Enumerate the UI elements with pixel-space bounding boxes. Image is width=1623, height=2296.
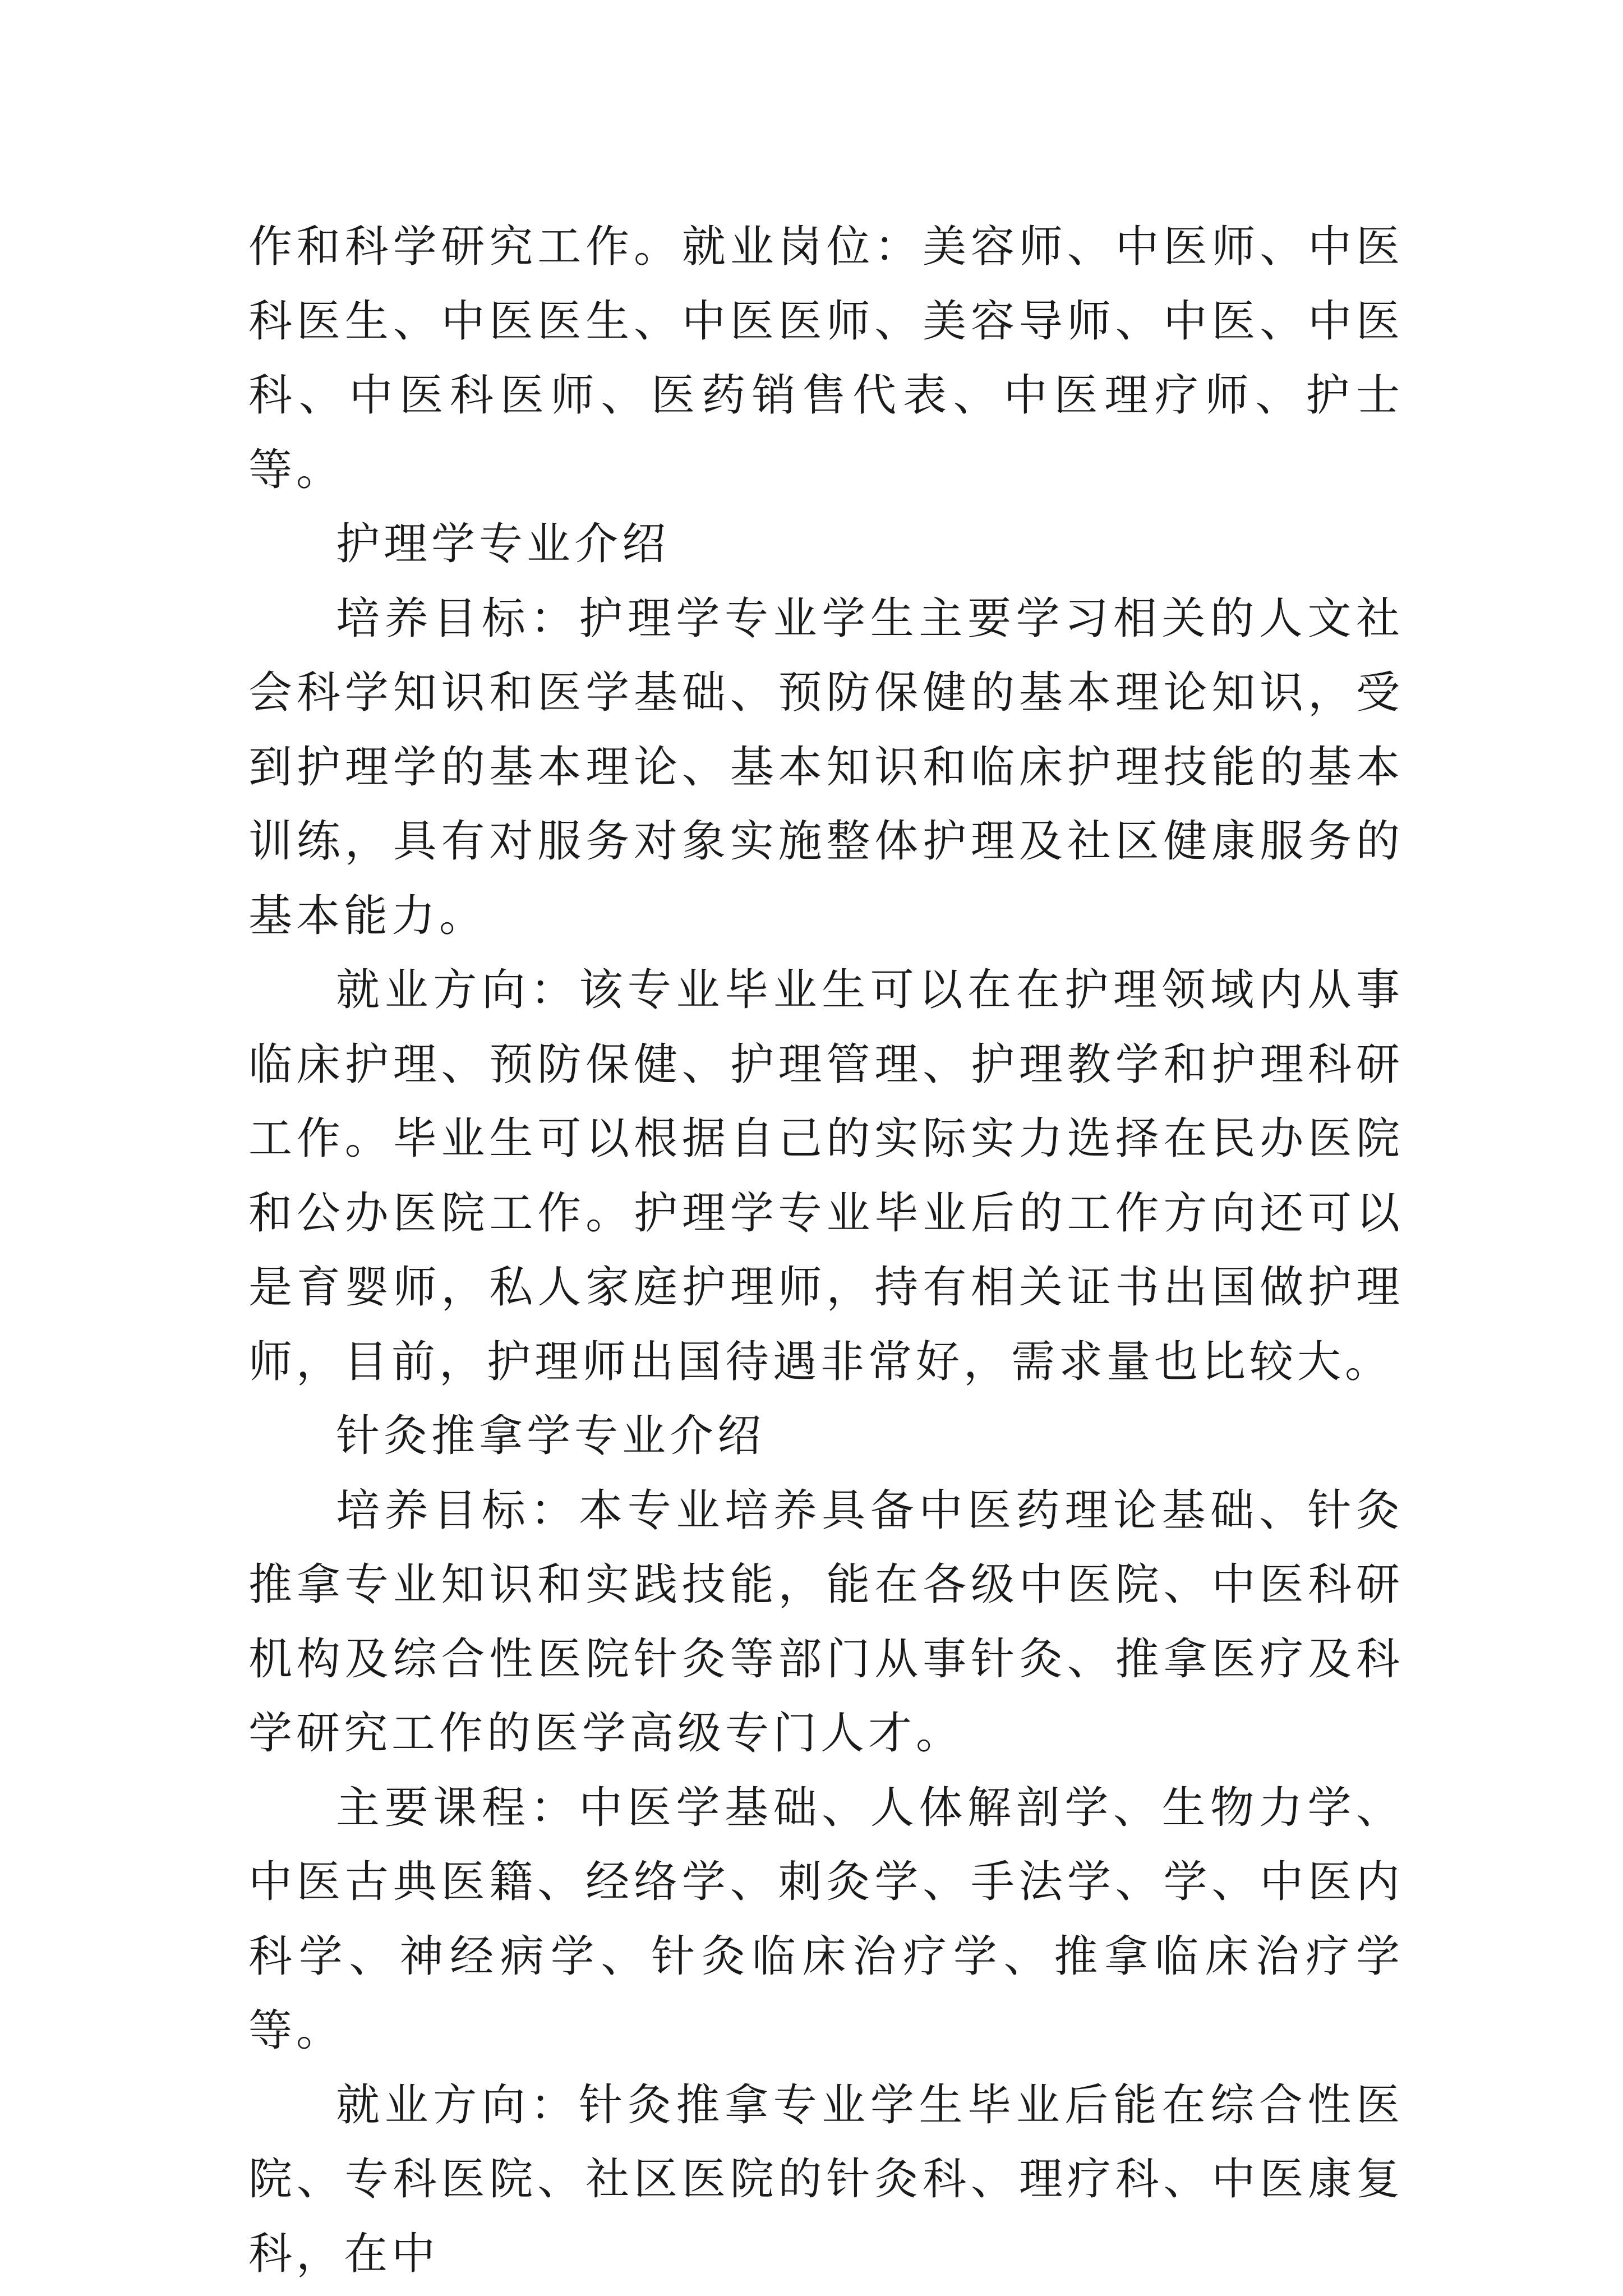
heading-acupuncture-major: 针灸推拿学专业介绍: [336, 1411, 766, 1461]
paragraph-nursing-employment: 就业方向：该专业毕业生可以在在护理领域内从事临床护理、预防保健、护理管理、护理教学和护理科研工作。毕业生可以根据自己的实际实力选择在民办医院和公办医院工作。护理学专业毕业后的工作方向还可以是育婴师，私人家庭护理师，持有相关证书出国做护理师，目前，护理师出国待遇非常好，需求量也比较大。: [248, 965, 1404, 1387]
paragraph-acupuncture-training-goal: 培养目标：本专业培养具备中医药理论基础、针灸推拿专业知识和实践技能，能在各级中医院、中医科研机构及综合性医院针灸等部门从事针灸、推拿医疗及科学研究工作的医学高级专门人才。: [248, 1485, 1404, 1759]
paragraph-acupuncture-main-courses: 主要课程：中医学基础、人体解剖学、生物力学、中医古典医籍、经络学、刺灸学、手法学、学、中医内科学、神经病学、针灸临床治疗学、推拿临床治疗学等。: [248, 1782, 1404, 2056]
paragraph-nursing-training-goal: 培养目标：护理学专业学生主要学习相关的人文社会科学知识和医学基础、预防保健的基本理论知识，受到护理学的基本理论、基本知识和临床护理技能的基本训练，具有对服务对象实施整体护理及社区健康服务的基本能力。: [248, 593, 1404, 941]
heading-nursing-major: 护理学专业介绍: [336, 519, 670, 569]
paragraph-continued-employment-positions: 作和科学研究工作。就业岗位：美容师、中医师、中医科医生、中医医生、中医医师、美容导师、中医、中医科、中医科医师、医药销售代表、中医理疗师、护士等。: [248, 222, 1404, 495]
document-body: [248, 210, 1404, 2291]
paragraph-acupuncture-employment: 就业方向：针灸推拿专业学生毕业后能在综合性医院、专科医院、社区医院的针灸科、理疗科、中医康复科，在中: [248, 2079, 1404, 2279]
